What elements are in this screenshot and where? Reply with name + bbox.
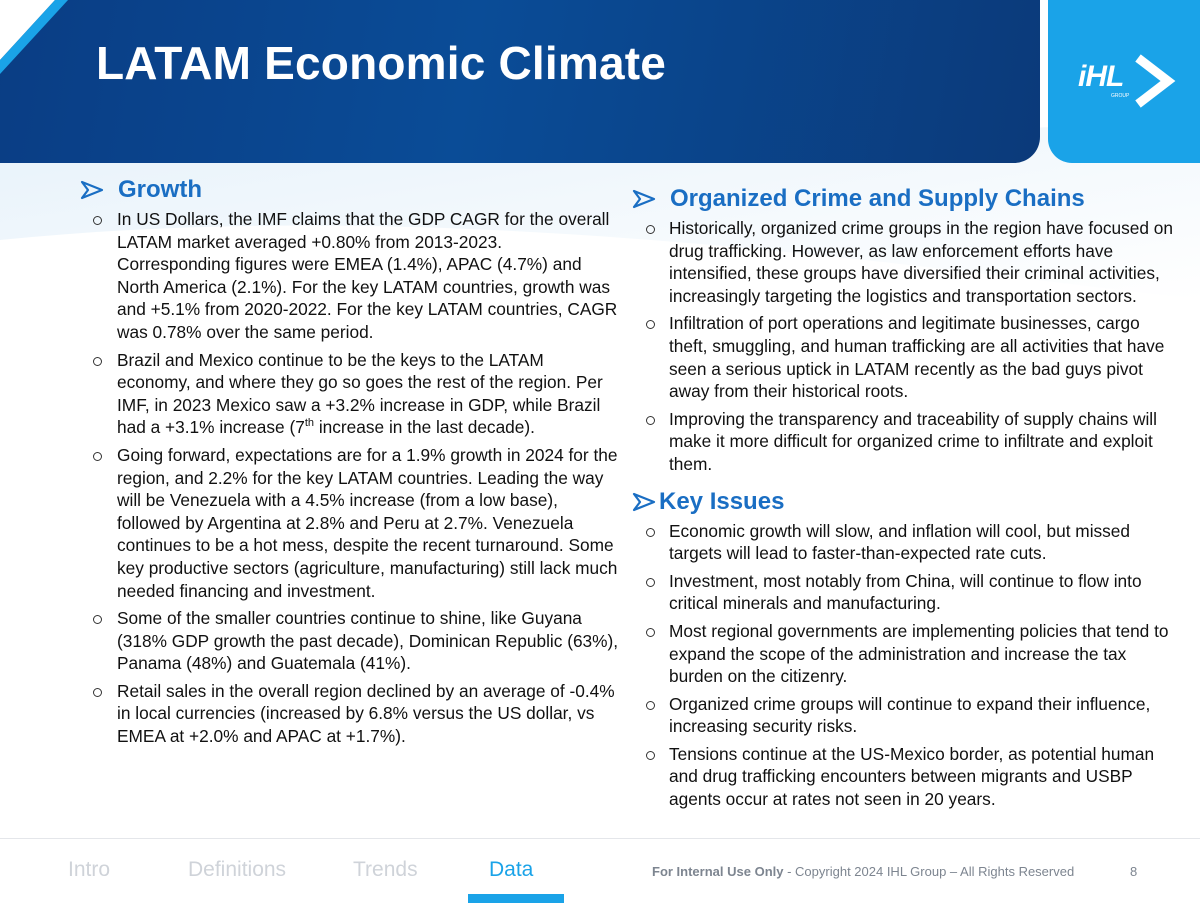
list-item: Investment, most notably from China, will continue to flow into critical minerals and manufacturing. — [632, 570, 1177, 615]
list-item: Tensions continue at the US-Mexico border, as potential human and drug trafficking encounters between migrants and USBP agents occur at rates not seen in 20 years. — [632, 743, 1177, 811]
growth-list — [80, 208, 620, 748]
list-item: Improving the transparency and traceability of supply chains will make it more difficult for organized crime to infiltrate and exploit them. — [632, 408, 1177, 476]
circle-bullet-icon — [93, 357, 102, 366]
list-item: Historically, organized crime groups in the region have focused on drug trafficking. However, as law enforcement efforts have intensified, these groups have diversified their criminal activities, increasingly targeting the logistics and transportation sectors. — [632, 217, 1177, 307]
logo-text: iHL — [1078, 60, 1124, 93]
tab-trends[interactable]: Trends — [353, 858, 418, 881]
company-logo — [1048, 0, 1200, 163]
circle-bullet-icon — [646, 578, 655, 587]
circle-bullet-icon — [646, 320, 655, 329]
circle-bullet-icon — [93, 452, 102, 461]
growth-section — [80, 176, 620, 753]
tab-intro[interactable]: Intro — [68, 858, 111, 881]
growth-heading — [80, 176, 620, 204]
list-item: Most regional governments are implementing policies that tend to expand the scope of the administration and increase the tax burden on the citizenry. — [632, 620, 1177, 688]
circle-bullet-icon — [646, 528, 655, 537]
growth-heading-text: Growth — [118, 176, 202, 203]
list-item: Infiltration of port operations and legitimate businesses, cargo theft, smuggling, and human trafficking are all activities that have seen a serious uptick in LATAM recently as the bad guys pivot away from their historical roots. — [632, 312, 1177, 402]
key-issues-heading — [632, 488, 1177, 516]
copyright-notice: For Internal Use Only - Copyright 2024 IHL Group – All Rights Reserved — [652, 864, 1075, 879]
organized-crime-list — [632, 217, 1177, 476]
arrow-bullet-icon — [80, 180, 104, 200]
chevron-right-icon — [1132, 54, 1178, 108]
arrow-bullet-icon — [632, 492, 656, 512]
tab-definitions[interactable]: Definitions — [188, 858, 287, 881]
list-item: Some of the smaller countries continue to shine, like Guyana (318% GDP growth the past decade), Dominican Republic (63%), Panama (48%) and Guatemala (41%). — [80, 607, 620, 675]
circle-bullet-icon — [93, 615, 102, 624]
circle-bullet-icon — [93, 688, 102, 697]
right-column — [632, 185, 1177, 816]
list-item: Organized crime groups will continue to expand their influence, increasing security risks. — [632, 693, 1177, 738]
list-item: Brazil and Mexico continue to be the keys to the LATAM economy, and where they go so goes the rest of the region. Per IMF, in 2023 Mexico saw a +3.2% increase in GDP, while Brazil had a +3.1% increase (7th increase in the last decade). — [80, 349, 620, 439]
circle-bullet-icon — [646, 416, 655, 425]
list-item: Economic growth will slow, and inflation will cool, but missed targets will lead to faster-than-expected rate cuts. — [632, 520, 1177, 565]
circle-bullet-icon — [646, 225, 655, 234]
page-number: 8 — [1130, 864, 1138, 879]
organized-crime-heading — [632, 185, 1177, 213]
page-title: LATAM Economic Climate — [96, 37, 667, 89]
corner-stripe — [0, 0, 90, 90]
circle-bullet-icon — [646, 751, 655, 760]
footer-divider — [0, 838, 1200, 839]
logo-subtext: GROUP — [1111, 93, 1130, 99]
circle-bullet-icon — [93, 216, 102, 225]
organized-crime-heading-text: Organized Crime and Supply Chains — [670, 185, 1085, 212]
key-issues-heading-text: Key Issues — [659, 487, 785, 515]
key-issues-list — [632, 520, 1177, 811]
list-item: In US Dollars, the IMF claims that the GDP CAGR for the overall LATAM market averaged +0.80% from 2013-2023. Corresponding figures were EMEA (1.4%), APAC (4.7%) and North America (2.1%). For the key LATAM countries, growth was and +5.1% from 2020-2022. For the key LATAM countries, CAGR was 0.78% over the same period. — [80, 208, 620, 344]
list-item: Going forward, expectations are for a 1.9% growth in 2024 for the region, and 2.2% for the key LATAM countries. Leading the way will be Venezuela with a 4.5% increase (from a low base), followed by Argentina at 2.8% and Peru at 2.7%. Venezuela continues to be a hot mess, despite the recent turnaround. Some key productive sectors (agriculture, manufacturing) still lack much needed financing and investment. — [80, 444, 620, 602]
arrow-bullet-icon — [632, 189, 656, 209]
active-tab-indicator — [468, 894, 564, 903]
tab-data[interactable]: Data — [489, 858, 534, 881]
circle-bullet-icon — [646, 628, 655, 637]
circle-bullet-icon — [646, 701, 655, 710]
list-item: Retail sales in the overall region declined by an average of -0.4% in local currencies (increased by 6.8% versus the US dollar, vs EMEA at +2.0% and APAC at +1.7%). — [80, 680, 620, 748]
